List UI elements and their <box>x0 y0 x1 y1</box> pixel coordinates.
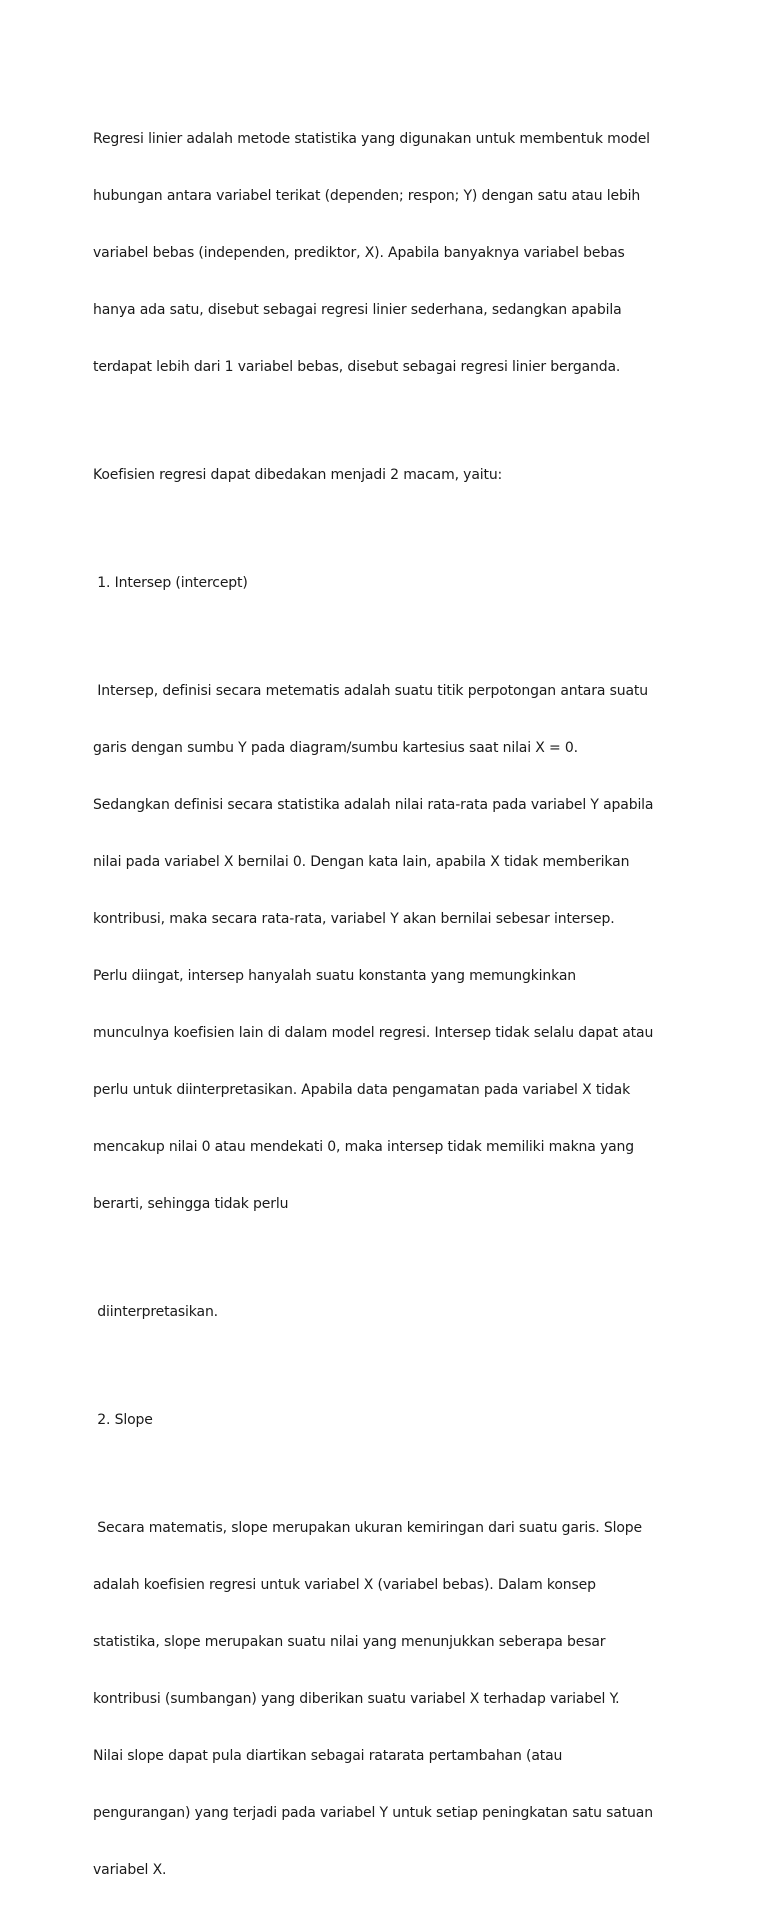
text-line: diinterpretasikan. <box>93 1304 218 1320</box>
text-line: Perlu diingat, intersep hanyalah suatu konstanta yang memungkinkan <box>93 968 577 984</box>
heading-intersep <box>93 536 685 631</box>
text-line: garis dengan sumbu Y pada diagram/sumbu kartesius saat nilai X = 0. <box>93 740 578 756</box>
paragraph-intersep <box>93 644 685 1252</box>
text-line: variabel bebas (independen, prediktor, X). Apabila banyaknya variabel bebas <box>93 245 625 261</box>
text-line: perlu untuk diinterpretasikan. Apabila data pengamatan pada variabel X tidak <box>93 1082 631 1098</box>
heading-slope <box>93 1373 685 1468</box>
text-line: statistika, slope merupakan suatu nilai yang menunjukkan seberapa besar <box>93 1634 606 1650</box>
paragraph-regresi-linier <box>93 92 685 415</box>
text-line: mencakup nilai 0 atau mendekati 0, maka intersep tidak memiliki makna yang <box>93 1139 635 1155</box>
text-line: hubungan antara variabel terikat (dependen; respon; Y) dengan satu atau lebih <box>93 188 641 204</box>
text-line: Secara matematis, slope merupakan ukuran kemiringan dari suatu garis. Slope <box>93 1520 642 1536</box>
paragraph-diinterpretasikan <box>93 1265 685 1360</box>
text-line: Nilai slope dapat pula diartikan sebagai ratarata pertambahan (atau <box>93 1748 563 1764</box>
text-line: 1. Intersep (intercept) <box>93 575 248 591</box>
text-line: hanya ada satu, disebut sebagai regresi linier sederhana, sedangkan apabila <box>93 302 622 318</box>
paragraph-koefisien-regresi <box>93 428 685 523</box>
text-line: pengurangan) yang terjadi pada variabel Y untuk setiap peningkatan satu satuan <box>93 1805 653 1821</box>
text-line: Sedangkan definisi secara statistika adalah nilai rata-rata pada variabel Y apabila <box>93 797 654 813</box>
paragraph-slope <box>93 1481 685 1918</box>
text-line: Koefisien regresi dapat dibedakan menjadi 2 macam, yaitu: <box>93 467 503 483</box>
text-line: adalah koefisien regresi untuk variabel X (variabel bebas). Dalam konsep <box>93 1577 596 1593</box>
text-line: kontribusi (sumbangan) yang diberikan suatu variabel X terhadap variabel Y. <box>93 1691 620 1707</box>
text-line: variabel X. <box>93 1862 167 1878</box>
text-line: Regresi linier adalah metode statistika yang digunakan untuk membentuk model <box>93 131 650 147</box>
text-line: munculnya koefisien lain di dalam model regresi. Intersep tidak selalu dapat atau <box>93 1025 654 1041</box>
text-line: kontribusi, maka secara rata-rata, variabel Y akan bernilai sebesar intersep. <box>93 911 615 927</box>
document-body <box>93 92 685 1931</box>
text-line: nilai pada variabel X bernilai 0. Dengan kata lain, apabila X tidak memberikan <box>93 854 630 870</box>
text-line: Intersep, definisi secara metematis adalah suatu titik perpotongan antara suatu <box>93 683 648 699</box>
text-line: terdapat lebih dari 1 variabel bebas, disebut sebagai regresi linier berganda. <box>93 359 621 375</box>
text-line: 2. Slope <box>93 1412 153 1428</box>
text-line: berarti, sehingga tidak perlu <box>93 1196 289 1212</box>
